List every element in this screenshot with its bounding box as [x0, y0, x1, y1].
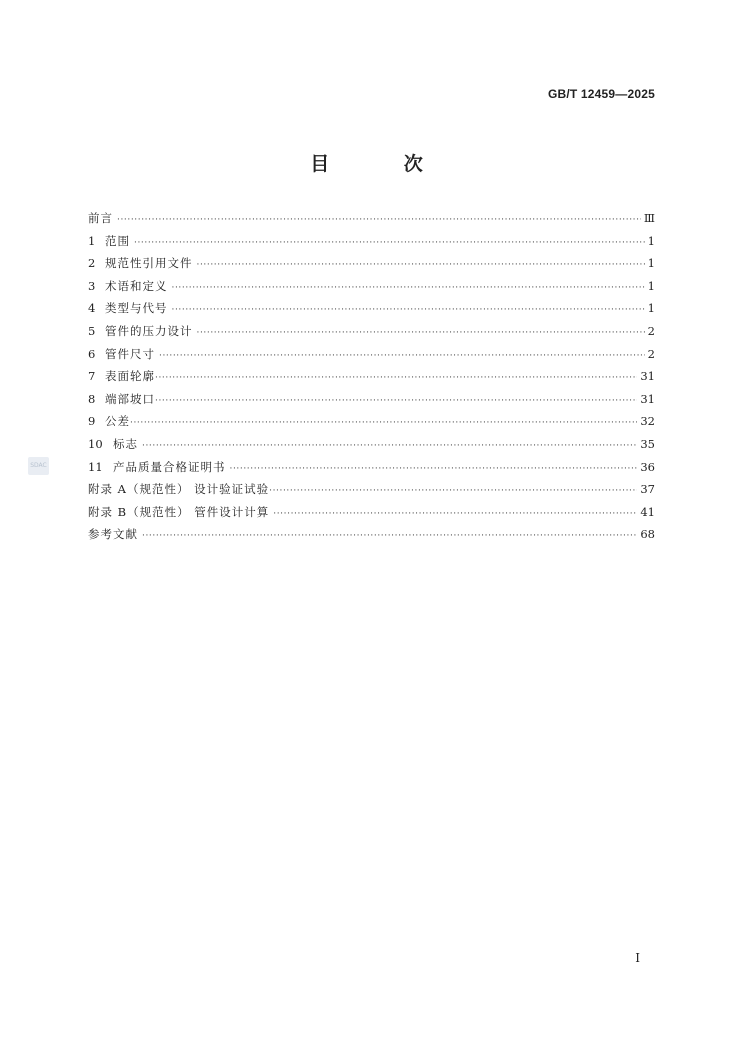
toc-entry-3[interactable] [88, 275, 655, 298]
toc-entry-label: 端部坡口 [105, 391, 155, 406]
toc-page-number: 36 [640, 459, 655, 474]
toc-leader-dots [117, 209, 641, 232]
toc-page-number: 2 [647, 323, 655, 338]
toc-page-number: 68 [640, 527, 655, 542]
toc-page-number: 2 [647, 346, 655, 361]
toc-entry-8[interactable] [88, 388, 655, 411]
toc-section-number: 8 [88, 391, 96, 406]
toc-page-number: 31 [640, 391, 655, 406]
toc-entry-appendix-b[interactable] [88, 501, 655, 524]
toc-entry-label: 产品质量合格证明书 [113, 459, 226, 474]
toc-section-number: 2 [88, 256, 96, 271]
page-number: I [635, 951, 640, 965]
toc-entry-label: 标志 [113, 436, 138, 451]
toc-entry-label: 类型与代号 [105, 301, 168, 316]
toc-leader-dots [172, 277, 645, 300]
toc-entry-label: 附录 B（规范性） 管件设计计算 [88, 504, 270, 519]
toc-entry-label: 公差 [105, 414, 130, 429]
toc-entry-6[interactable] [88, 343, 655, 366]
toc-entry-7[interactable] [88, 365, 655, 388]
toc-section-number: 3 [88, 278, 96, 293]
toc-entry-10[interactable] [88, 433, 655, 456]
toc-entry-4[interactable] [88, 297, 655, 320]
toc-leader-dots [172, 299, 645, 322]
table-of-contents [88, 207, 655, 546]
toc-entry-label: 范围 [105, 233, 130, 248]
toc-entry-label: 附录 A（规范性） 设计验证试验 [88, 482, 270, 497]
toc-page-number: 31 [640, 369, 655, 384]
toc-page-number: 35 [640, 436, 655, 451]
toc-page-number: 32 [640, 414, 655, 429]
toc-leader-dots [197, 322, 645, 345]
toc-entry-9[interactable] [88, 410, 655, 433]
toc-section-number: 11 [88, 459, 103, 474]
toc-page-number: 41 [640, 504, 655, 519]
toc-page-number: 1 [647, 233, 655, 248]
toc-entry-preface[interactable] [88, 207, 655, 230]
toc-page-number: 1 [647, 278, 655, 293]
toc-leader-dots [134, 232, 645, 255]
toc-entry-5[interactable] [88, 320, 655, 343]
toc-entry-label: 管件尺寸 [105, 346, 155, 361]
toc-entry-references[interactable] [88, 523, 655, 546]
toc-entry-label: 术语和定义 [105, 278, 168, 293]
toc-entry-label: 表面轮廓 [105, 369, 155, 384]
toc-entry-label: 规范性引用文件 [105, 256, 193, 271]
watermark-logo-icon: SDAC [28, 457, 49, 475]
toc-leader-dots [155, 390, 637, 413]
toc-leader-dots [197, 254, 645, 277]
toc-page-number: 1 [647, 301, 655, 316]
toc-section-number: 6 [88, 346, 96, 361]
toc-section-number: 9 [88, 414, 96, 429]
toc-leader-dots [159, 345, 645, 368]
toc-section-number: 5 [88, 323, 96, 338]
toc-entry-label: 管件的压力设计 [105, 323, 193, 338]
toc-entry-label: 前言 [88, 211, 113, 225]
page-title: 目 次 [310, 153, 457, 175]
toc-leader-dots [230, 458, 638, 481]
toc-entry-2[interactable] [88, 252, 655, 275]
toc-leader-dots [130, 412, 637, 435]
toc-entry-label: 参考文献 [88, 527, 138, 542]
toc-leader-dots [273, 503, 637, 526]
toc-leader-dots [142, 435, 637, 458]
toc-entry-11[interactable] [88, 456, 655, 479]
toc-section-number: 1 [88, 233, 96, 248]
toc-page-number: 37 [640, 482, 655, 497]
toc-section-number: 10 [88, 436, 103, 451]
toc-leader-dots [269, 480, 637, 503]
toc-section-number: 7 [88, 369, 96, 384]
toc-page-number: Ⅲ [643, 211, 655, 225]
toc-page-number: 1 [647, 256, 655, 271]
toc-section-number: 4 [88, 301, 96, 316]
toc-leader-dots [155, 367, 637, 390]
standard-code: GB/T 12459—2025 [547, 87, 655, 101]
toc-entry-appendix-a[interactable] [88, 478, 655, 501]
toc-leader-dots [142, 525, 637, 548]
toc-entry-1[interactable] [88, 230, 655, 253]
